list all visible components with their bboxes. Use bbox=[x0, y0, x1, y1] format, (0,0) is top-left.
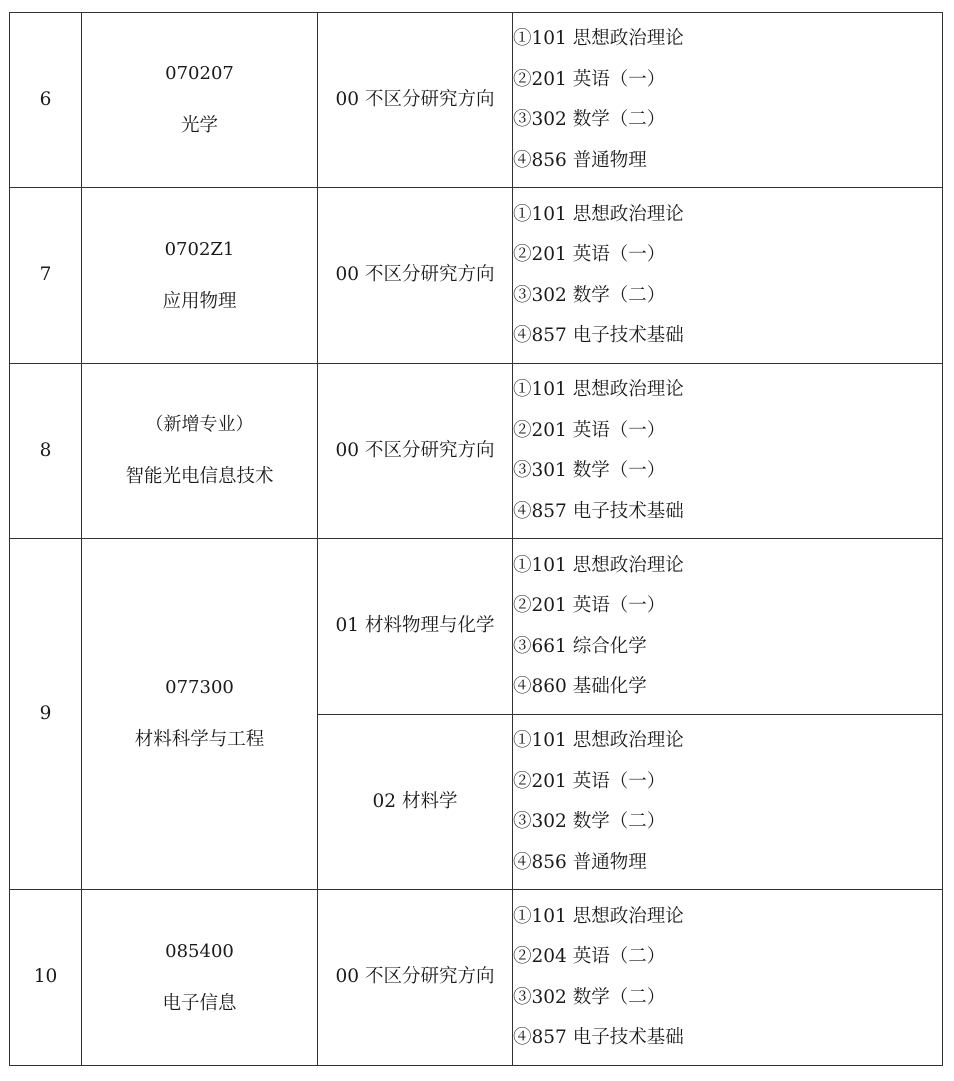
table-row bbox=[10, 188, 943, 364]
exam-subjects bbox=[513, 188, 943, 364]
exam-subject: ②204 英语（二） bbox=[513, 946, 666, 967]
table-row bbox=[10, 539, 943, 715]
major-name: 应用物理 bbox=[162, 290, 237, 312]
exam-subject: ①101 思想政治理论 bbox=[513, 379, 684, 400]
research-direction bbox=[318, 364, 513, 539]
exam-subject: ③302 数学（二） bbox=[513, 811, 666, 832]
major-code: 0702Z1 bbox=[164, 238, 235, 260]
exam-subject: ④857 电子技术基础 bbox=[513, 1027, 684, 1048]
row-number: 8 bbox=[10, 364, 82, 539]
exam-subject: ②201 英语（一） bbox=[513, 770, 666, 792]
exam-subject: ①101 思想政治理论 bbox=[513, 554, 684, 576]
exam-subject: ④857 电子技术基础 bbox=[513, 500, 684, 522]
direction-label: 02 材料学 bbox=[372, 790, 458, 812]
major-name: 智能光电信息技术 bbox=[125, 466, 274, 487]
direction-label: 00 不区分研究方向 bbox=[335, 439, 495, 461]
new-major-note: （新增专业） bbox=[145, 414, 254, 435]
exam-subject: ④856 普通物理 bbox=[513, 851, 647, 873]
major-code: 070207 bbox=[165, 63, 234, 84]
research-direction bbox=[318, 539, 513, 715]
major-cell bbox=[82, 13, 318, 188]
major-cell bbox=[82, 890, 318, 1066]
row-number: 6 bbox=[10, 13, 82, 188]
admissions-table bbox=[9, 12, 943, 1066]
row-number: 7 bbox=[10, 188, 82, 364]
exam-subject: ③302 数学（二） bbox=[513, 284, 666, 306]
exam-subjects bbox=[513, 715, 943, 890]
direction-label: 00 不区分研究方向 bbox=[335, 966, 495, 988]
direction-label: 00 不区分研究方向 bbox=[335, 88, 495, 110]
major-name: 电子信息 bbox=[162, 992, 237, 1014]
exam-subject: ②201 英语（一） bbox=[513, 595, 666, 616]
table-row bbox=[10, 364, 943, 539]
exam-subjects bbox=[513, 539, 943, 715]
research-direction bbox=[318, 890, 513, 1066]
exam-subject: ①101 思想政治理论 bbox=[513, 730, 684, 751]
major-code: 085400 bbox=[165, 940, 234, 962]
exam-subject: ①101 思想政治理论 bbox=[513, 905, 684, 927]
exam-subject: ③302 数学（二） bbox=[513, 109, 666, 130]
exam-subject: ①101 思想政治理论 bbox=[513, 203, 684, 225]
research-direction bbox=[318, 13, 513, 188]
major-name: 材料科学与工程 bbox=[134, 729, 265, 750]
exam-subject: ②201 英语（一） bbox=[513, 244, 666, 265]
row-number: 9 bbox=[10, 539, 82, 890]
exam-subject: ③661 综合化学 bbox=[513, 635, 647, 657]
exam-subject: ②201 英语（一） bbox=[513, 419, 666, 441]
major-cell bbox=[82, 539, 318, 890]
table-row bbox=[10, 13, 943, 188]
research-direction bbox=[318, 188, 513, 364]
exam-subjects bbox=[513, 890, 943, 1066]
exam-subject: ③302 数学（二） bbox=[513, 986, 666, 1008]
direction-label: 00 不区分研究方向 bbox=[335, 264, 495, 286]
exam-subject: ④860 基础化学 bbox=[513, 676, 647, 697]
exam-subject: ③301 数学（一） bbox=[513, 460, 666, 481]
research-direction bbox=[318, 715, 513, 890]
row-number: 10 bbox=[10, 890, 82, 1066]
exam-subjects bbox=[513, 364, 943, 539]
exam-subject: ④856 普通物理 bbox=[513, 149, 647, 171]
exam-subjects bbox=[513, 13, 943, 188]
direction-label: 01 材料物理与化学 bbox=[335, 615, 495, 637]
exam-subject: ④857 电子技术基础 bbox=[513, 325, 684, 346]
major-code: 077300 bbox=[165, 677, 234, 698]
major-cell bbox=[82, 188, 318, 364]
major-cell bbox=[82, 364, 318, 539]
exam-subject: ②201 英语（一） bbox=[513, 68, 666, 90]
exam-subject: ①101 思想政治理论 bbox=[513, 28, 684, 49]
major-name: 光学 bbox=[180, 115, 218, 136]
table-row bbox=[10, 890, 943, 1066]
